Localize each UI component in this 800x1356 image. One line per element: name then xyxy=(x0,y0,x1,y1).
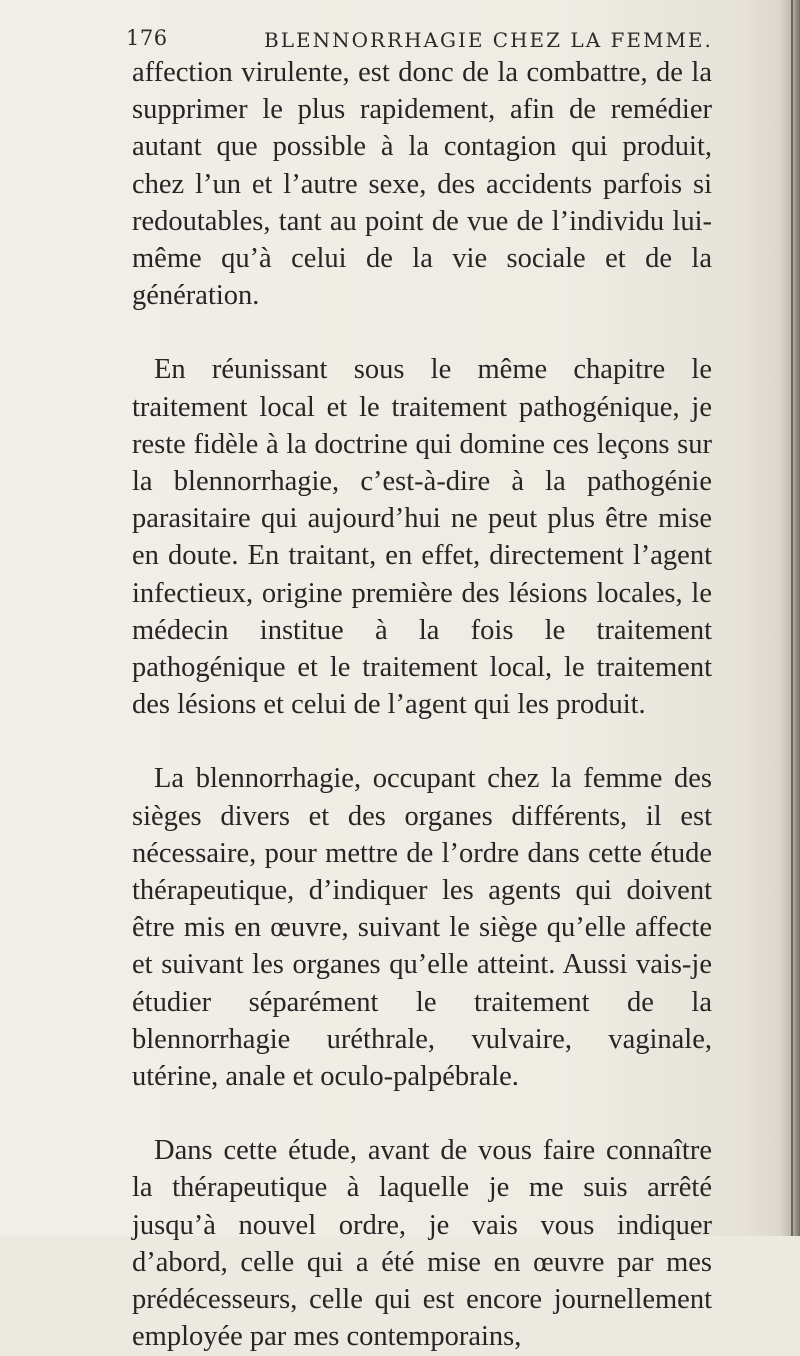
page-edge-line xyxy=(791,0,793,1236)
paragraph-4: Dans cette étude, avant de vous faire connaître la thérapeutique à laquelle je me suis arrêté jusqu’à nouvel ordre, je vais vous indiquer d’abord, celle qui a été mise en œuvre par mes prédécesseurs, celle qui est encore journellement employée par mes contemporains, xyxy=(132,1135,712,1353)
page-header xyxy=(126,26,730,56)
paragraph-2: En réunissant sous le même chapitre le traitement local et le traitement pathogénique, je reste fidèle à la doctrine qui domine ces leçons sur la blennorrhagie, c’est-à-dire à la pathogénie parasitaire qui aujourd’hui ne peut plus être mise en doute. En traitant, en effet, directement l’agent infectieux, origine première des lésions locales, le médecin institue à la fois le traitement pathogénique et le traitement local, le traitement des lésions et celui de l’agent qui les produit. xyxy=(132,354,712,721)
body-text xyxy=(132,54,712,1356)
page-number: 176 xyxy=(126,26,168,50)
paragraph-1: affection virulente, est donc de la combattre, de la supprimer le plus rapidement, afin de remédier autant que possible à la contagion qui produit, chez l’un et l’autre sexe, des accidents parfois si redoutables, tant au point de vue de l’individu lui-même qu’à celui de la vie sociale et de la génération. xyxy=(132,57,712,312)
running-title: BLENNORRHAGIE CHEZ LA FEMME. xyxy=(264,28,713,52)
page-edge-shadow xyxy=(780,0,800,1236)
paragraph-3: La blennorrhagie, occupant chez la femme des sièges divers et des organes différents, il est nécessaire, pour mettre de l’ordre dans cette étude thérapeutique, d’indiquer les agents qui doivent être mis en œuvre, suivant le siège qu’elle affecte et suivant les organes qu’elle atteint. Aussi vais-je étudier séparément le traitement de la blennorrhagie uréthrale, vulvaire, vaginale, utérine, anale et oculo-palpébrale. xyxy=(132,763,712,1093)
